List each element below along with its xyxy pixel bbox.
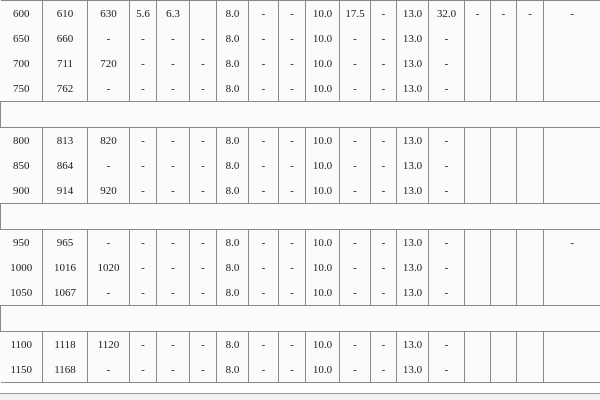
table-row xyxy=(1,26,600,51)
table-cell: 8.0 xyxy=(217,280,249,306)
table-cell: - xyxy=(190,26,217,51)
table-cell: - xyxy=(157,153,190,178)
table-cell: - xyxy=(517,1,544,27)
table-cell: - xyxy=(88,230,130,256)
table-cell: - xyxy=(429,76,465,102)
table-row xyxy=(1,280,600,306)
page-bottom-edge xyxy=(0,393,600,400)
table-cell: - xyxy=(130,153,157,178)
table-cell: 10.0 xyxy=(306,280,340,306)
table-cell: - xyxy=(371,26,397,51)
table-cell xyxy=(517,128,544,154)
table-cell: - xyxy=(249,332,279,358)
table-cell: - xyxy=(157,51,190,76)
table-cell: 8.0 xyxy=(217,26,249,51)
table-cell: - xyxy=(249,76,279,102)
table-cell xyxy=(544,76,600,102)
table-cell xyxy=(517,230,544,256)
table-cell xyxy=(465,280,491,306)
table-cell xyxy=(491,230,517,256)
table-cell: 1118 xyxy=(43,332,88,358)
table-cell: - xyxy=(340,230,371,256)
table-cell: 10.0 xyxy=(306,51,340,76)
table-cell: 820 xyxy=(88,128,130,154)
table-cell: 630 xyxy=(88,1,130,27)
table-cell: 900 xyxy=(1,178,43,204)
table-cell: 32.0 xyxy=(429,1,465,27)
table-cell: - xyxy=(429,178,465,204)
table-cell: - xyxy=(340,128,371,154)
table-cell: - xyxy=(190,178,217,204)
table-cell: - xyxy=(130,332,157,358)
table-cell: 10.0 xyxy=(306,178,340,204)
table-cell: - xyxy=(190,76,217,102)
table-cell: - xyxy=(491,1,517,27)
table-cell xyxy=(465,153,491,178)
table-cell: - xyxy=(429,280,465,306)
table-cell xyxy=(491,280,517,306)
table-cell: 10.0 xyxy=(306,1,340,27)
table-cell: - xyxy=(157,128,190,154)
table-cell: 8.0 xyxy=(217,51,249,76)
table-cell xyxy=(491,178,517,204)
table-cell: - xyxy=(279,230,306,256)
table-cell: 610 xyxy=(43,1,88,27)
table-cell: 8.0 xyxy=(217,128,249,154)
table-cell: - xyxy=(371,280,397,306)
table-cell: 864 xyxy=(43,153,88,178)
table-cell: - xyxy=(544,230,600,256)
table-cell: 700 xyxy=(1,51,43,76)
table-row xyxy=(1,332,600,358)
table-cell: 13.0 xyxy=(397,280,429,306)
table-cell: 8.0 xyxy=(217,153,249,178)
table-cell: - xyxy=(429,51,465,76)
table-cell: 10.0 xyxy=(306,230,340,256)
table-cell xyxy=(465,178,491,204)
table-cell: 10.0 xyxy=(306,332,340,358)
table-cell xyxy=(517,51,544,76)
table-cell: 600 xyxy=(1,1,43,27)
table-cell: 13.0 xyxy=(397,51,429,76)
table-cell: - xyxy=(190,280,217,306)
table-cell: - xyxy=(340,255,371,280)
table-cell: 711 xyxy=(43,51,88,76)
table-cell xyxy=(465,51,491,76)
table-cell: 813 xyxy=(43,128,88,154)
table-cell: - xyxy=(371,178,397,204)
table-cell: 965 xyxy=(43,230,88,256)
table-cell: - xyxy=(130,128,157,154)
table-cell xyxy=(517,26,544,51)
table-cell: - xyxy=(340,178,371,204)
table-cell xyxy=(517,178,544,204)
table-cell: 10.0 xyxy=(306,26,340,51)
table-cell: 1150 xyxy=(1,357,43,383)
table-cell: - xyxy=(249,51,279,76)
table-cell: - xyxy=(190,153,217,178)
table-cell xyxy=(491,153,517,178)
table-cell: - xyxy=(279,153,306,178)
table-cell: 6.3 xyxy=(157,1,190,27)
table-cell: 13.0 xyxy=(397,332,429,358)
table-cell: - xyxy=(130,51,157,76)
table-cell: 1000 xyxy=(1,255,43,280)
table-cell xyxy=(544,26,600,51)
table-cell: - xyxy=(279,178,306,204)
table-cell: - xyxy=(130,178,157,204)
table-cell xyxy=(491,51,517,76)
table-cell xyxy=(190,1,217,27)
table-cell: - xyxy=(340,26,371,51)
table-cell: - xyxy=(371,255,397,280)
table-cell xyxy=(517,357,544,383)
table-row xyxy=(1,1,600,27)
table-row xyxy=(1,51,600,76)
table-cell: 13.0 xyxy=(397,128,429,154)
table-cell: - xyxy=(157,26,190,51)
table-cell: 8.0 xyxy=(217,76,249,102)
table-cell: 8.0 xyxy=(217,178,249,204)
table-cell: - xyxy=(190,255,217,280)
table-cell: - xyxy=(371,357,397,383)
table-cell: 920 xyxy=(88,178,130,204)
table-cell: - xyxy=(279,255,306,280)
table-cell: - xyxy=(130,26,157,51)
table-cell: 1120 xyxy=(88,332,130,358)
table-row xyxy=(1,230,600,256)
table-cell xyxy=(544,255,600,280)
table-cell: - xyxy=(249,357,279,383)
table-cell: 914 xyxy=(43,178,88,204)
table-cell xyxy=(517,255,544,280)
table-cell xyxy=(465,26,491,51)
table-cell: - xyxy=(157,280,190,306)
table-cell: - xyxy=(190,230,217,256)
table-cell: - xyxy=(88,280,130,306)
table-cell: 950 xyxy=(1,230,43,256)
table-cell: - xyxy=(190,51,217,76)
table-cell: - xyxy=(249,26,279,51)
table-cell: - xyxy=(157,76,190,102)
table-cell: - xyxy=(157,255,190,280)
table-cell xyxy=(517,280,544,306)
table-cell: - xyxy=(371,1,397,27)
table-cell: 1100 xyxy=(1,332,43,358)
table-cell: - xyxy=(279,280,306,306)
table-cell: 10.0 xyxy=(306,357,340,383)
table-cell: - xyxy=(249,280,279,306)
table-cell xyxy=(465,230,491,256)
table-cell: - xyxy=(157,332,190,358)
table-cell: 720 xyxy=(88,51,130,76)
table-cell xyxy=(491,255,517,280)
table-cell: - xyxy=(249,255,279,280)
table-body xyxy=(1,1,600,383)
table-cell xyxy=(491,128,517,154)
table-cell: - xyxy=(429,153,465,178)
table-cell: 13.0 xyxy=(397,153,429,178)
table-cell: - xyxy=(88,153,130,178)
table-cell xyxy=(465,332,491,358)
table-cell: 13.0 xyxy=(397,230,429,256)
table-cell: - xyxy=(157,178,190,204)
table-cell xyxy=(465,76,491,102)
table-cell: - xyxy=(465,1,491,27)
table-cell: - xyxy=(371,128,397,154)
table-cell: 8.0 xyxy=(217,230,249,256)
table-cell: - xyxy=(157,357,190,383)
table-row xyxy=(1,178,600,204)
table-cell: 660 xyxy=(43,26,88,51)
table-cell: 13.0 xyxy=(397,1,429,27)
table-cell: 13.0 xyxy=(397,76,429,102)
table-cell: - xyxy=(190,128,217,154)
table-cell: - xyxy=(429,128,465,154)
table-cell: - xyxy=(279,1,306,27)
table-cell: 5.6 xyxy=(130,1,157,27)
table-cell: 13.0 xyxy=(397,357,429,383)
table-cell: - xyxy=(190,332,217,358)
table-cell: - xyxy=(340,76,371,102)
table-cell: - xyxy=(88,26,130,51)
table-cell: - xyxy=(371,230,397,256)
table-cell: 8.0 xyxy=(217,332,249,358)
table-cell: 1067 xyxy=(43,280,88,306)
table-cell xyxy=(544,357,600,383)
table-cell: - xyxy=(279,357,306,383)
table-cell: - xyxy=(88,76,130,102)
table-cell: - xyxy=(371,76,397,102)
table-cell: - xyxy=(157,230,190,256)
table-cell: - xyxy=(371,51,397,76)
group-separator xyxy=(1,102,600,128)
table-row xyxy=(1,153,600,178)
table-cell: 8.0 xyxy=(217,255,249,280)
table-cell: 13.0 xyxy=(397,255,429,280)
table-cell: 1016 xyxy=(43,255,88,280)
table-cell: - xyxy=(429,255,465,280)
table-cell: - xyxy=(429,357,465,383)
table-cell: - xyxy=(130,280,157,306)
table-cell: - xyxy=(340,51,371,76)
table-cell xyxy=(544,178,600,204)
group-separator-cell xyxy=(1,204,600,230)
table-cell: 1168 xyxy=(43,357,88,383)
table-row xyxy=(1,76,600,102)
table-cell xyxy=(517,76,544,102)
table-cell: 10.0 xyxy=(306,153,340,178)
table-cell: - xyxy=(371,153,397,178)
table-cell xyxy=(465,128,491,154)
table-cell: - xyxy=(130,255,157,280)
table-cell: - xyxy=(130,76,157,102)
table-cell: - xyxy=(249,153,279,178)
table-cell: 850 xyxy=(1,153,43,178)
table-cell: - xyxy=(88,357,130,383)
table-cell: 750 xyxy=(1,76,43,102)
table-cell: - xyxy=(279,51,306,76)
table-cell xyxy=(544,128,600,154)
table-cell xyxy=(517,153,544,178)
table-cell: - xyxy=(279,128,306,154)
table-cell xyxy=(544,51,600,76)
table-cell xyxy=(465,255,491,280)
table-row xyxy=(1,255,600,280)
group-separator xyxy=(1,306,600,332)
table-cell: 1020 xyxy=(88,255,130,280)
table-cell: - xyxy=(130,357,157,383)
table-cell: - xyxy=(340,357,371,383)
table-cell: - xyxy=(249,230,279,256)
table-cell xyxy=(491,26,517,51)
table-cell: 10.0 xyxy=(306,128,340,154)
table-row xyxy=(1,128,600,154)
table-cell: 17.5 xyxy=(340,1,371,27)
table-cell: 800 xyxy=(1,128,43,154)
table-cell: - xyxy=(429,230,465,256)
table-cell xyxy=(491,332,517,358)
table-cell: 8.0 xyxy=(217,1,249,27)
table-cell: - xyxy=(340,332,371,358)
table-cell: - xyxy=(279,332,306,358)
table-cell: 8.0 xyxy=(217,357,249,383)
table-cell: 1050 xyxy=(1,280,43,306)
table-cell: - xyxy=(249,1,279,27)
table-cell: - xyxy=(429,26,465,51)
table-cell: 650 xyxy=(1,26,43,51)
table-cell: 10.0 xyxy=(306,76,340,102)
table-cell: - xyxy=(544,1,600,27)
table-cell: 10.0 xyxy=(306,255,340,280)
table-cell xyxy=(544,280,600,306)
group-separator xyxy=(1,204,600,230)
table-cell xyxy=(491,357,517,383)
table-cell: 13.0 xyxy=(397,26,429,51)
table-cell: - xyxy=(279,26,306,51)
table-cell: 13.0 xyxy=(397,178,429,204)
table-cell: - xyxy=(130,230,157,256)
table-cell: - xyxy=(340,153,371,178)
table-cell: 762 xyxy=(43,76,88,102)
table-cell xyxy=(491,76,517,102)
table-row xyxy=(1,357,600,383)
table-cell: - xyxy=(371,332,397,358)
table-cell: - xyxy=(249,128,279,154)
table-cell: - xyxy=(190,357,217,383)
table-cell xyxy=(465,357,491,383)
table-cell xyxy=(544,332,600,358)
table-cell xyxy=(517,332,544,358)
group-separator-cell xyxy=(1,102,600,128)
table-cell: - xyxy=(340,280,371,306)
table-cell: - xyxy=(429,332,465,358)
group-separator-cell xyxy=(1,306,600,332)
table-cell: - xyxy=(249,178,279,204)
table-cell: - xyxy=(279,76,306,102)
table-cell xyxy=(544,153,600,178)
